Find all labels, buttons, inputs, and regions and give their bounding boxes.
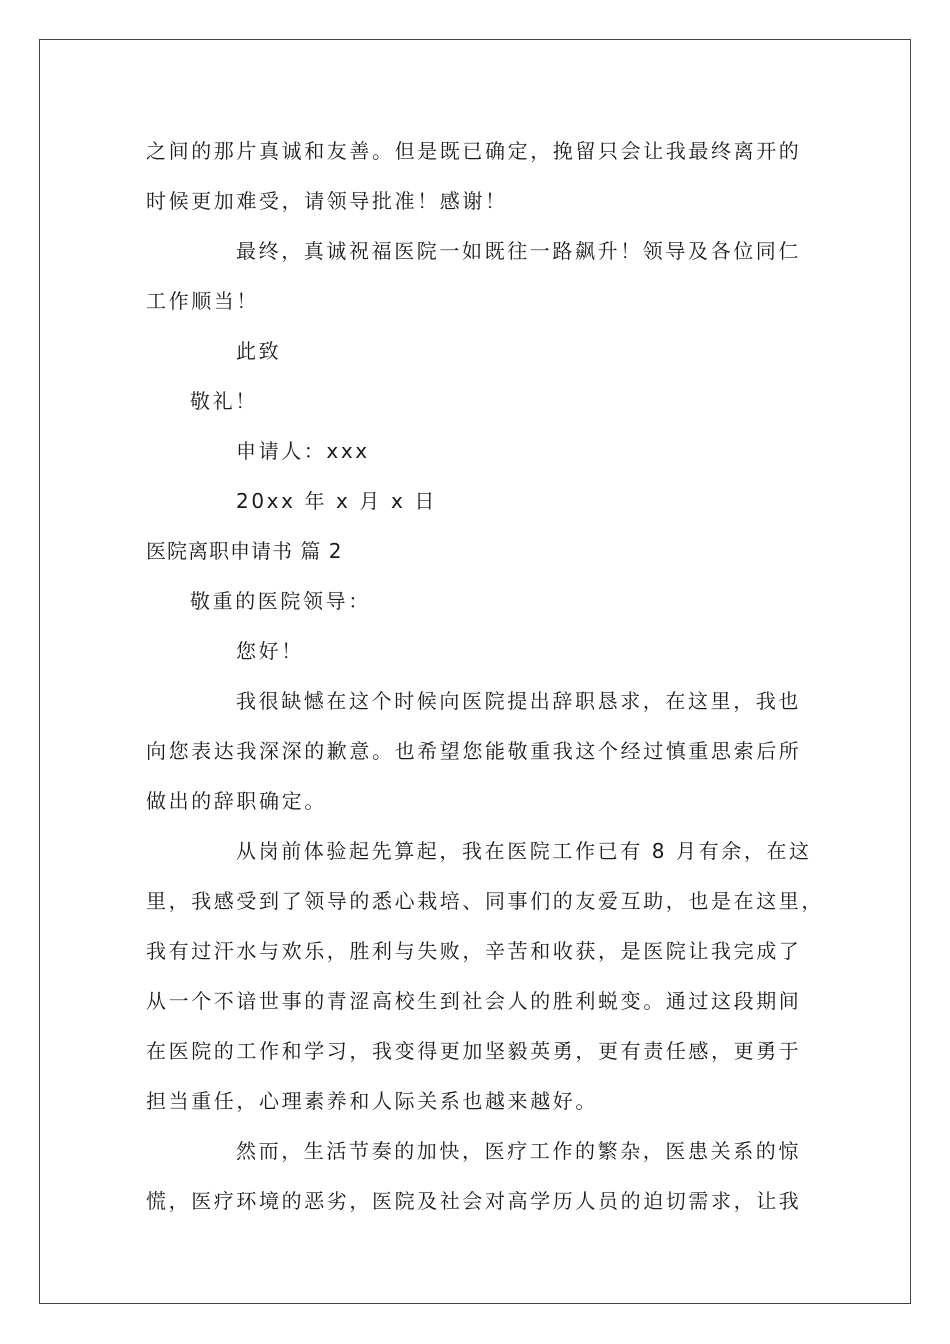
signature-applicant: 申请人：xxx [236,439,370,463]
closing-line: 此致 [236,339,282,363]
paragraph-line: 时候更加难受，请领导批准！感谢！ [146,189,508,213]
paragraph-line: 然而，生活节奏的加快，医疗工作的繁杂，医患关系的惊 [236,1139,801,1163]
paragraph-line: 里，我感受到了领导的悉心栽培、同事们的友爱互助，也是在这里， [146,889,824,913]
greeting: 您好！ [236,639,304,663]
paragraph-line: 做出的辞职确定。 [146,789,327,813]
paragraph-line: 从一个不谙世事的青涩高校生到社会人的胜利蜕变。通过这段期间 [146,989,802,1013]
signature-date: 20xx 年 x 月 x 日 [236,489,437,513]
section-title: 医院离职申请书 篇 2 [146,539,343,563]
paragraph-line: 工作顺当！ [146,289,259,313]
salutation: 敬重的医院领导： [190,589,371,613]
paragraph-line: 最终，真诚祝福医院一如既往一路飙升！领导及各位同仁 [236,239,801,263]
closing-line: 敬礼！ [190,389,258,413]
paragraph-line: 我很缺憾在这个时候向医院提出辞职恳求，在这里，我也 [236,689,801,713]
paragraph-line: 从岗前体验起先算起，我在医院工作已有 8 月有余，在这 [236,839,812,863]
paragraph-line: 慌，医疗环境的恶劣，医院及社会对高学历人员的迫切需求，让我 [146,1189,802,1213]
paragraph-line: 向您表达我深深的歉意。也希望您能敬重我这个经过慎重思索后所 [146,739,802,763]
paragraph-line: 我有过汗水与欢乐，胜利与失败，辛苦和收获，是医院让我完成了 [146,939,802,963]
paragraph-line: 担当重任，心理素养和人际关系也越来越好。 [146,1089,598,1113]
paragraph-line: 在医院的工作和学习，我变得更加坚毅英勇，更有责任感，更勇于 [146,1039,802,1063]
paragraph-line: 之间的那片真诚和友善。但是既已确定，挽留只会让我最终离开的 [146,139,802,163]
